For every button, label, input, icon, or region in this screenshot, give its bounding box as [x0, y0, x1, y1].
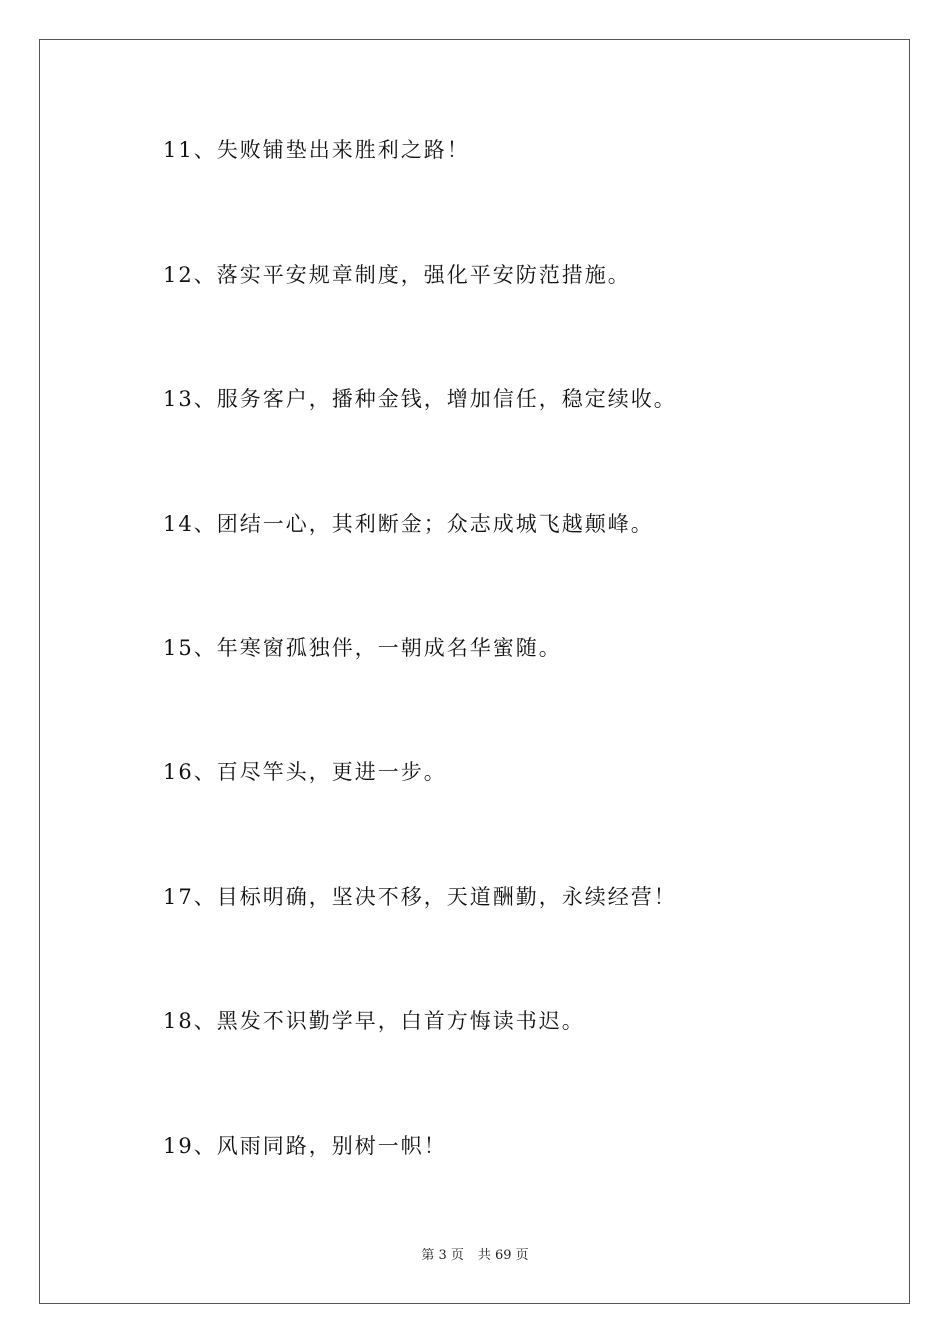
list-item: 12、落实平安规章制度，强化平安防范措施。 — [163, 263, 631, 287]
list-item: 11、失败铺垫出来胜利之路！ — [163, 138, 470, 162]
list-item: 19、风雨同路，别树一帜！ — [163, 1134, 447, 1158]
list-item: 14、团结一心，其利断金；众志成城飞越颠峰。 — [163, 512, 654, 536]
page-footer — [0, 1247, 950, 1265]
list-item: 18、黑发不识勤学早，白首方悔读书迟。 — [163, 1009, 585, 1033]
page-border — [39, 39, 910, 1304]
list-item: 13、服务客户，播种金钱，增加信任，稳定续收。 — [163, 387, 677, 411]
page-total: 共 69 页 — [477, 1248, 529, 1263]
page-number: 第 3 页 — [421, 1248, 464, 1263]
list-item: 15、年寒窗孤独伴，一朝成名华蜜随。 — [163, 636, 562, 660]
list-item: 16、百尽竿头，更进一步。 — [163, 760, 447, 784]
list-item: 17、目标明确，坚决不移，天道酬勤，永续经营！ — [163, 885, 677, 909]
